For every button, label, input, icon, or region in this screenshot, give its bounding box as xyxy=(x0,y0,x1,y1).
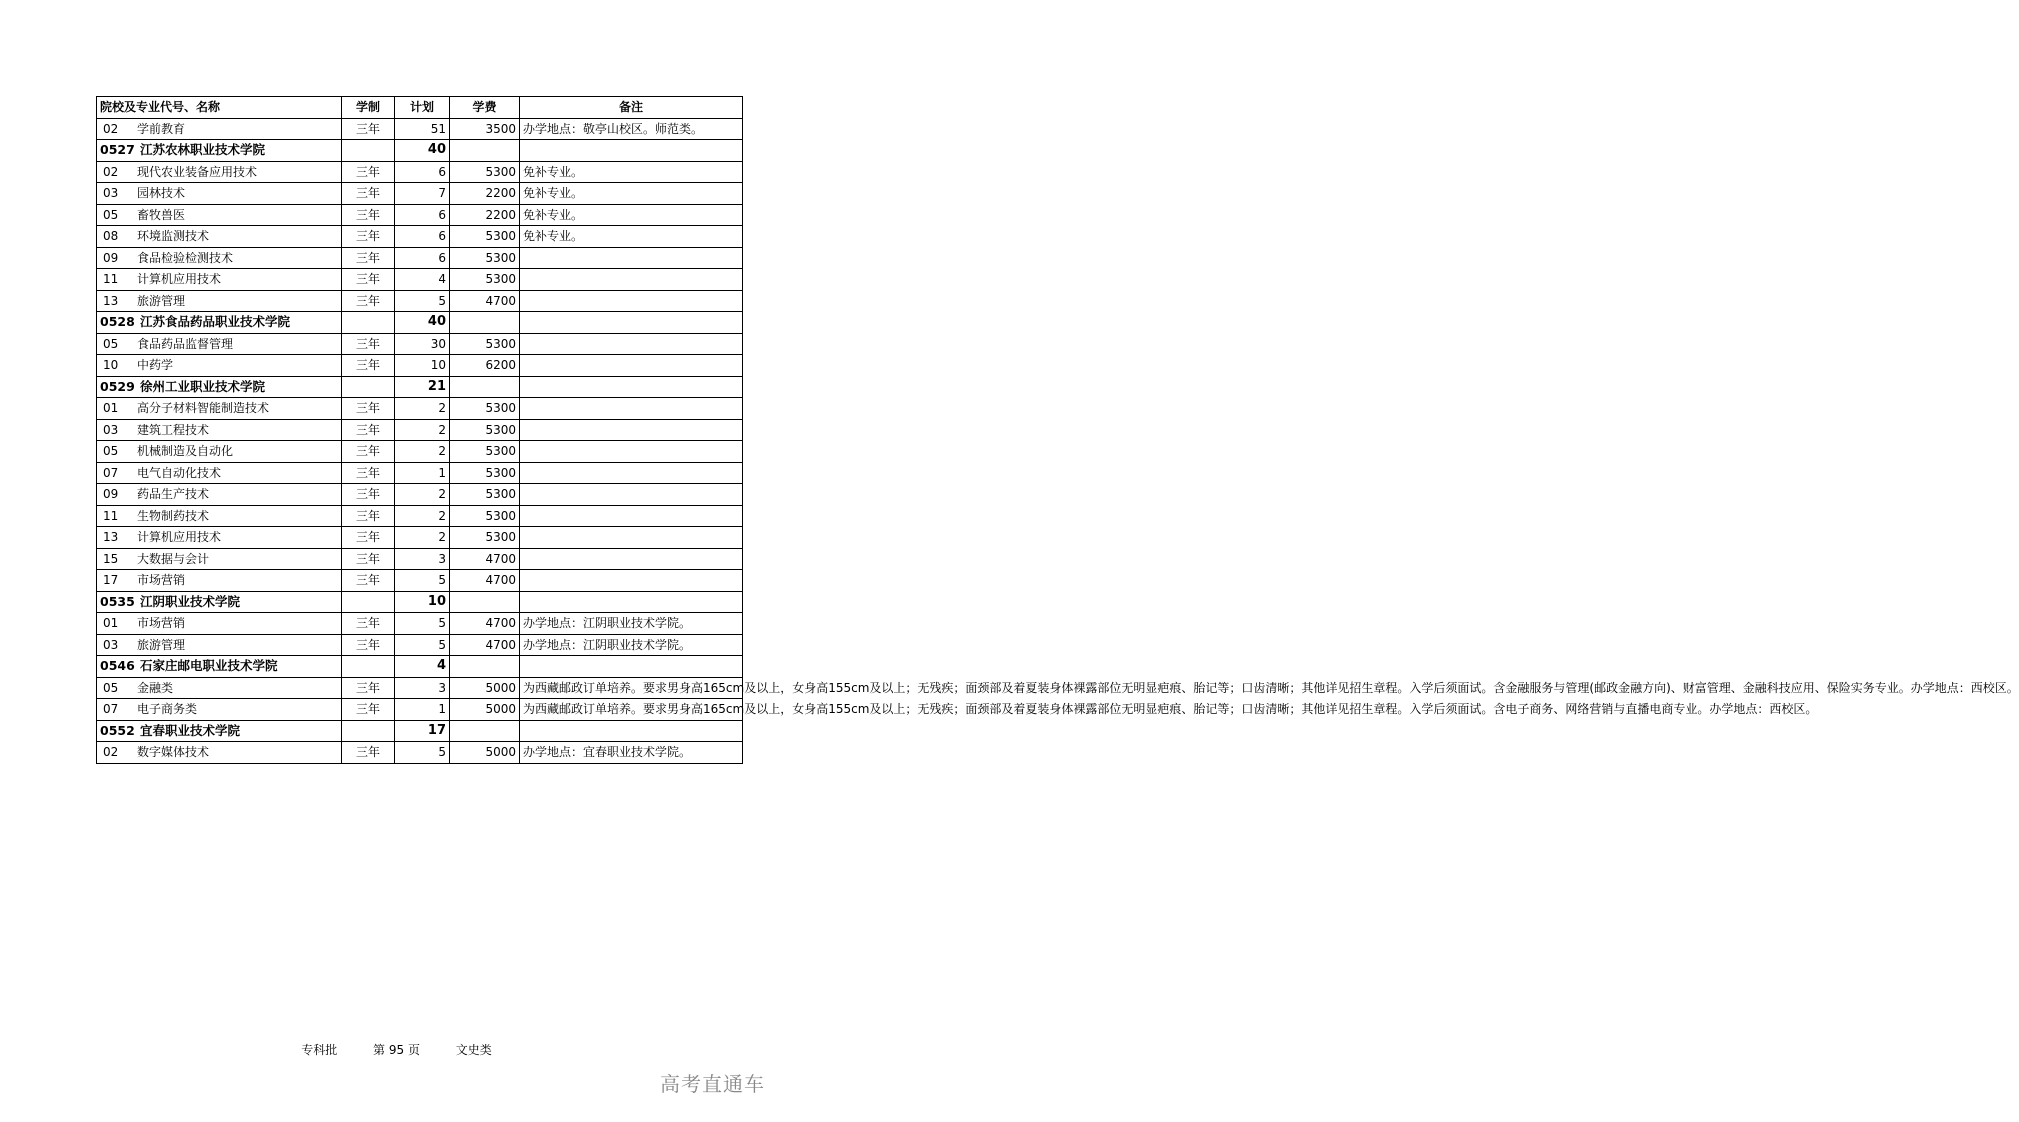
major-name-cell xyxy=(97,226,342,248)
major-plan: 4 xyxy=(395,269,450,291)
major-note xyxy=(520,548,743,570)
major-fee: 2200 xyxy=(450,204,520,226)
school-plan: 17 xyxy=(395,720,450,742)
major-fee: 4700 xyxy=(450,290,520,312)
major-name-cell xyxy=(97,118,342,140)
major-fee: 5300 xyxy=(450,484,520,506)
header-duration: 学制 xyxy=(342,97,395,119)
major-note: 办学地点：江阴职业技术学院。 xyxy=(520,634,743,656)
major-name-cell xyxy=(97,290,342,312)
major-name: 生物制药技术 xyxy=(137,508,210,523)
major-fee: 5000 xyxy=(450,699,520,721)
major-duration: 三年 xyxy=(342,441,395,463)
major-code: 07 xyxy=(103,465,119,480)
duration-cell xyxy=(342,312,395,334)
school-row xyxy=(97,720,743,742)
major-note xyxy=(520,505,743,527)
major-name: 旅游管理 xyxy=(137,637,186,652)
header-plan: 计划 xyxy=(395,97,450,119)
major-row xyxy=(97,226,743,248)
major-fee: 5300 xyxy=(450,462,520,484)
major-code: 02 xyxy=(103,121,119,136)
major-name-cell xyxy=(97,484,342,506)
major-name-cell xyxy=(97,183,342,205)
major-row xyxy=(97,204,743,226)
major-name: 园林技术 xyxy=(137,186,186,200)
major-name: 市场营销 xyxy=(137,616,186,630)
school-plan: 40 xyxy=(395,140,450,162)
note-cell xyxy=(520,591,743,613)
major-note xyxy=(520,269,743,291)
major-row xyxy=(97,333,743,355)
school-name-cell xyxy=(97,312,342,334)
major-name-cell xyxy=(97,742,342,764)
major-name-cell xyxy=(97,548,342,570)
major-note xyxy=(520,247,743,269)
major-note xyxy=(520,419,743,441)
major-fee: 5300 xyxy=(450,441,520,463)
major-name: 建筑工程技术 xyxy=(137,422,210,437)
major-name: 畜牧兽医 xyxy=(137,207,186,222)
major-plan: 6 xyxy=(395,161,450,183)
major-name-cell xyxy=(97,355,342,377)
major-note: 办学地点：敬亭山校区。师范类。 xyxy=(520,118,743,140)
fee-cell xyxy=(450,140,520,162)
watermark-logo: 高考直通车 xyxy=(660,1072,765,1096)
fee-cell xyxy=(450,720,520,742)
major-name: 中药学 xyxy=(137,358,174,372)
major-name-cell xyxy=(97,419,342,441)
major-note xyxy=(520,570,743,592)
major-code: 13 xyxy=(103,293,119,308)
major-name-cell xyxy=(97,161,342,183)
major-plan: 2 xyxy=(395,505,450,527)
major-fee: 5000 xyxy=(450,677,520,699)
major-name-cell xyxy=(97,677,342,699)
school-code: 0546 xyxy=(100,658,135,673)
school-code: 0535 xyxy=(100,593,135,609)
major-duration: 三年 xyxy=(342,484,395,506)
major-fee: 5300 xyxy=(450,247,520,269)
major-code: 02 xyxy=(103,745,119,759)
major-duration: 三年 xyxy=(342,505,395,527)
major-plan: 2 xyxy=(395,441,450,463)
major-name: 机械制造及自动化 xyxy=(137,444,234,458)
major-row xyxy=(97,247,743,269)
school-name: 江苏食品药品职业技术学院 xyxy=(140,314,291,329)
major-note xyxy=(520,441,743,463)
major-name: 计算机应用技术 xyxy=(137,530,222,544)
major-name: 药品生产技术 xyxy=(137,487,210,501)
major-note: 免补专业。 xyxy=(520,183,743,205)
major-plan: 2 xyxy=(395,398,450,420)
major-code: 05 xyxy=(103,207,119,222)
major-name: 食品药品监督管理 xyxy=(137,336,234,351)
major-duration: 三年 xyxy=(342,290,395,312)
major-fee: 5300 xyxy=(450,333,520,355)
major-row xyxy=(97,355,743,377)
duration-cell xyxy=(342,376,395,398)
major-duration: 三年 xyxy=(342,355,395,377)
school-plan: 4 xyxy=(395,656,450,678)
major-row xyxy=(97,548,743,570)
major-name-cell xyxy=(97,570,342,592)
major-row xyxy=(97,677,743,699)
school-row xyxy=(97,376,743,398)
major-duration: 三年 xyxy=(342,462,395,484)
major-duration: 三年 xyxy=(342,247,395,269)
major-row xyxy=(97,505,743,527)
major-note xyxy=(520,290,743,312)
fee-cell xyxy=(450,312,520,334)
major-name: 大数据与会计 xyxy=(137,551,210,566)
major-code: 17 xyxy=(103,573,119,587)
major-duration: 三年 xyxy=(342,398,395,420)
footer-category: 文史类 xyxy=(455,1043,492,1057)
major-duration: 三年 xyxy=(342,161,395,183)
major-note xyxy=(520,462,743,484)
major-plan: 5 xyxy=(395,613,450,635)
major-name: 环境监测技术 xyxy=(137,229,210,243)
major-note: 免补专业。 xyxy=(520,161,743,183)
major-name-cell xyxy=(97,441,342,463)
major-note xyxy=(520,355,743,377)
major-plan: 10 xyxy=(395,355,450,377)
major-note xyxy=(520,398,743,420)
major-plan: 6 xyxy=(395,226,450,248)
school-name-cell xyxy=(97,656,342,678)
major-name-cell xyxy=(97,613,342,635)
major-fee: 2200 xyxy=(450,183,520,205)
major-name-cell xyxy=(97,269,342,291)
major-code: 08 xyxy=(103,229,119,243)
major-note: 免补专业。 xyxy=(520,226,743,248)
note-cell xyxy=(520,376,743,398)
major-row xyxy=(97,290,743,312)
major-code: 03 xyxy=(103,186,119,200)
school-name-cell xyxy=(97,591,342,613)
duration-cell xyxy=(342,140,395,162)
admission-plan-table xyxy=(96,96,2019,764)
major-name: 旅游管理 xyxy=(137,293,186,308)
major-row xyxy=(97,419,743,441)
major-note: 办学地点：宜春职业技术学院。 xyxy=(520,742,743,764)
major-name-cell xyxy=(97,333,342,355)
major-fee: 5000 xyxy=(450,742,520,764)
major-duration: 三年 xyxy=(342,742,395,764)
major-fee: 4700 xyxy=(450,634,520,656)
fee-cell xyxy=(450,656,520,678)
major-row xyxy=(97,118,743,140)
school-row xyxy=(97,591,743,613)
school-code: 0529 xyxy=(100,378,135,394)
major-duration: 三年 xyxy=(342,699,395,721)
major-code: 15 xyxy=(103,551,119,566)
major-note: 办学地点：江阴职业技术学院。 xyxy=(520,613,743,635)
duration-cell xyxy=(342,720,395,742)
major-plan: 1 xyxy=(395,462,450,484)
school-plan: 10 xyxy=(395,591,450,613)
major-row xyxy=(97,699,743,721)
major-name: 金融类 xyxy=(137,680,174,695)
major-name-cell xyxy=(97,699,342,721)
school-name: 石家庄邮电职业技术学院 xyxy=(140,658,278,673)
major-code: 09 xyxy=(103,487,119,501)
major-code: 07 xyxy=(103,702,119,716)
major-row xyxy=(97,441,743,463)
duration-cell xyxy=(342,656,395,678)
major-fee: 5300 xyxy=(450,527,520,549)
school-name: 江苏农林职业技术学院 xyxy=(140,142,266,157)
major-fee: 5300 xyxy=(450,161,520,183)
school-name-cell xyxy=(97,720,342,742)
major-duration: 三年 xyxy=(342,570,395,592)
major-plan: 30 xyxy=(395,333,450,355)
major-duration: 三年 xyxy=(342,183,395,205)
major-plan: 6 xyxy=(395,247,450,269)
major-fee: 5300 xyxy=(450,419,520,441)
major-plan: 2 xyxy=(395,419,450,441)
header-note: 备注 xyxy=(520,97,743,119)
major-name-cell xyxy=(97,204,342,226)
school-code: 0528 xyxy=(100,314,135,329)
school-row xyxy=(97,656,743,678)
major-fee: 5300 xyxy=(450,226,520,248)
major-duration: 三年 xyxy=(342,118,395,140)
school-name: 江阴职业技术学院 xyxy=(140,593,241,609)
major-name: 现代农业装备应用技术 xyxy=(137,164,258,179)
major-note xyxy=(520,527,743,549)
major-name: 电气自动化技术 xyxy=(137,465,222,480)
major-plan: 6 xyxy=(395,204,450,226)
major-plan: 2 xyxy=(395,484,450,506)
major-name: 计算机应用技术 xyxy=(137,272,222,286)
major-duration: 三年 xyxy=(342,269,395,291)
school-name-cell xyxy=(97,140,342,162)
school-row xyxy=(97,312,743,334)
major-fee: 4700 xyxy=(450,570,520,592)
major-fee: 5300 xyxy=(450,505,520,527)
major-row xyxy=(97,527,743,549)
note-cell xyxy=(520,656,743,678)
major-note: 为西藏邮政订单培养。要求男身高165cm及以上，女身高155cm及以上；无残疾；面颈部及着夏装身体裸露部位无明显疤痕、胎记等；口齿清晰；其他详见招生章程。入学后须面试。含金融服务与管理(邮政金融方向)、财富管理、金融科技应用、保险实务专业。办学地点：西校区。 xyxy=(520,677,743,699)
major-note: 为西藏邮政订单培养。要求男身高165cm及以上，女身高155cm及以上；无残疾；面颈部及着夏装身体裸露部位无明显疤痕、胎记等；口齿清晰；其他详见招生章程。入学后须面试。含电子商务、网络营销与直播电商专业。办学地点：西校区。 xyxy=(520,699,743,721)
major-code: 11 xyxy=(103,508,119,523)
major-row xyxy=(97,742,743,764)
major-code: 05 xyxy=(103,680,119,695)
major-duration: 三年 xyxy=(342,419,395,441)
note-cell xyxy=(520,312,743,334)
major-duration: 三年 xyxy=(342,548,395,570)
major-plan: 5 xyxy=(395,742,450,764)
major-duration: 三年 xyxy=(342,613,395,635)
major-plan: 2 xyxy=(395,527,450,549)
note-cell xyxy=(520,140,743,162)
major-plan: 5 xyxy=(395,290,450,312)
major-plan: 5 xyxy=(395,634,450,656)
major-code: 13 xyxy=(103,530,119,544)
major-plan: 51 xyxy=(395,118,450,140)
footer-batch: 专科批 xyxy=(301,1043,338,1057)
page-footer xyxy=(0,1041,793,1058)
major-fee: 3500 xyxy=(450,118,520,140)
major-name-cell xyxy=(97,247,342,269)
school-code: 0552 xyxy=(100,722,135,738)
major-fee: 4700 xyxy=(450,613,520,635)
major-name: 学前教育 xyxy=(137,121,186,136)
major-name: 市场营销 xyxy=(137,573,186,587)
major-row xyxy=(97,484,743,506)
major-row xyxy=(97,613,743,635)
major-name: 食品检验检测技术 xyxy=(137,250,234,265)
school-name-cell xyxy=(97,376,342,398)
major-code: 03 xyxy=(103,637,119,652)
major-row xyxy=(97,570,743,592)
major-name: 电子商务类 xyxy=(137,702,198,716)
school-row xyxy=(97,140,743,162)
school-code: 0527 xyxy=(100,142,135,157)
major-fee: 5300 xyxy=(450,398,520,420)
major-note xyxy=(520,333,743,355)
major-duration: 三年 xyxy=(342,333,395,355)
major-row xyxy=(97,398,743,420)
major-code: 01 xyxy=(103,616,119,630)
footer-page: 第 95 页 xyxy=(373,1043,420,1057)
major-code: 11 xyxy=(103,272,119,286)
fee-cell xyxy=(450,376,520,398)
major-row xyxy=(97,161,743,183)
major-code: 03 xyxy=(103,422,119,437)
major-code: 09 xyxy=(103,250,119,265)
table-body xyxy=(97,118,2019,763)
major-plan: 3 xyxy=(395,677,450,699)
school-name: 宜春职业技术学院 xyxy=(140,722,241,738)
duration-cell xyxy=(342,591,395,613)
major-name-cell xyxy=(97,398,342,420)
major-duration: 三年 xyxy=(342,677,395,699)
major-name: 高分子材料智能制造技术 xyxy=(137,401,270,415)
major-code: 05 xyxy=(103,444,119,458)
major-plan: 1 xyxy=(395,699,450,721)
table-header-row xyxy=(97,97,743,119)
major-duration: 三年 xyxy=(342,634,395,656)
major-fee: 5300 xyxy=(450,269,520,291)
major-plan: 5 xyxy=(395,570,450,592)
major-code: 05 xyxy=(103,336,119,351)
major-name-cell xyxy=(97,634,342,656)
major-plan: 3 xyxy=(395,548,450,570)
major-row xyxy=(97,462,743,484)
school-name: 徐州工业职业技术学院 xyxy=(140,378,266,394)
note-cell xyxy=(520,720,743,742)
major-code: 02 xyxy=(103,164,119,179)
major-name-cell xyxy=(97,527,342,549)
school-plan: 40 xyxy=(395,312,450,334)
major-row xyxy=(97,183,743,205)
fee-cell xyxy=(450,591,520,613)
major-duration: 三年 xyxy=(342,527,395,549)
major-fee: 4700 xyxy=(450,548,520,570)
header-fee: 学费 xyxy=(450,97,520,119)
major-row xyxy=(97,634,743,656)
major-code: 01 xyxy=(103,401,119,415)
major-note xyxy=(520,484,743,506)
major-name-cell xyxy=(97,462,342,484)
major-note: 免补专业。 xyxy=(520,204,743,226)
major-plan: 7 xyxy=(395,183,450,205)
major-name: 数字媒体技术 xyxy=(137,745,210,759)
major-fee: 6200 xyxy=(450,355,520,377)
major-name-cell xyxy=(97,505,342,527)
major-duration: 三年 xyxy=(342,204,395,226)
header-name: 院校及专业代号、名称 xyxy=(97,97,342,119)
major-duration: 三年 xyxy=(342,226,395,248)
major-row xyxy=(97,269,743,291)
school-plan: 21 xyxy=(395,376,450,398)
major-code: 10 xyxy=(103,358,119,372)
